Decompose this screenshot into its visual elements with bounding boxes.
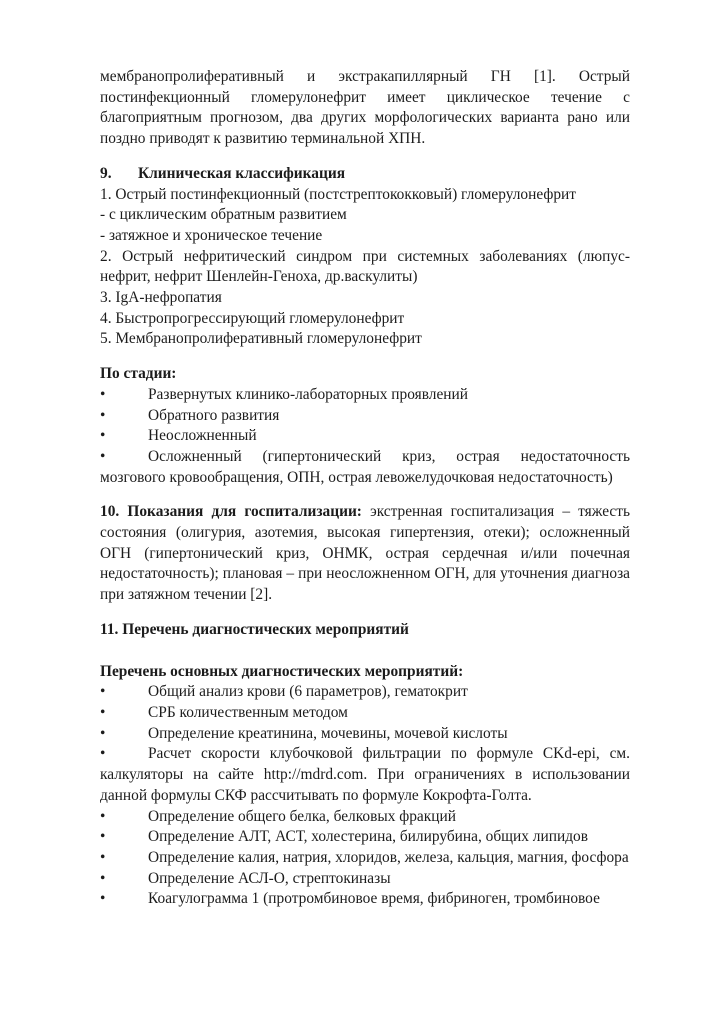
list-item-text: Обратного развития <box>148 406 280 424</box>
list-item-text: Определение общего белка, белковых фракций <box>148 807 456 825</box>
classification-item: 4. Быстропрогрессирующий гломерулонефрит <box>100 309 405 327</box>
list-item-text: Развернутых клинико-лабораторных проявлений <box>148 385 468 403</box>
list-item-text: Определение АЛТ, АСТ, холестерина, билирубина, общих липидов <box>148 828 588 846</box>
section10-text: экстренная госпитализация – тяжесть состояния (олигурия, азотемия, высокая гипертензия, отеки); осложненный ОГН (гипертонический криз, ОНМК, острая сердечная и/или почечная недостаточность); плановая – при неосложненном ОГН, для уточнения диагноза при затяжном течении [2]. <box>100 503 630 604</box>
spacer <box>100 606 630 620</box>
section11-list <box>100 682 630 910</box>
bullet-marker: • <box>100 848 106 866</box>
list-item-text: Неосложненный <box>148 427 257 445</box>
list-item-text: Общий анализ крови (6 параметров), гематокрит <box>148 683 468 701</box>
classification-item: 3. IgA-нефропатия <box>100 289 222 307</box>
list-item-text: Определение АСЛ-О, стрептокиназы <box>148 869 391 887</box>
bullet-marker: • <box>100 427 106 445</box>
list-item <box>100 406 630 427</box>
list-item-text: Осложненный (гипертонический криз, острая недостаточность мозгового кровообращения, ОПН, острая левожелудочковая недостаточность) <box>100 447 630 486</box>
list-item <box>100 744 630 806</box>
list-item <box>100 426 630 447</box>
section10-lead: 10. Показания для госпитализации: <box>100 503 362 521</box>
bullet-marker: • <box>100 807 106 825</box>
list-item <box>100 724 630 745</box>
list-item-text: Определение калия, натрия, хлоридов, железа, кальция, магния, фосфора <box>148 848 629 866</box>
list-item <box>100 682 630 703</box>
spacer <box>100 488 630 502</box>
section11-heading: 11. Перечень диагностических мероприятий <box>100 620 409 638</box>
bullet-marker: • <box>100 385 106 403</box>
list-item <box>100 807 630 828</box>
bullet-marker: • <box>100 828 106 846</box>
section11-subheading: Перечень основных диагностических мероприятий: <box>100 662 464 680</box>
spacer <box>100 641 630 662</box>
list-item <box>100 385 630 406</box>
classification-item: 1. Острый постинфекционный (постстрептококковый) гломерулонефрит <box>100 185 577 203</box>
section9-number: 9. <box>100 164 112 182</box>
list-item <box>100 703 630 724</box>
spacer <box>100 150 630 164</box>
section9-heading <box>100 164 630 185</box>
bullet-marker: • <box>100 869 106 887</box>
list-item <box>100 889 630 910</box>
section10-paragraph <box>100 502 630 606</box>
classification-item: - затяжное и хроническое течение <box>100 226 323 244</box>
list-item-text: Расчет скорости клубочковой фильтрации по формуле CKd-epi, см. калкуляторы на сайте http://mdrd.com. При ограничениях в использовании данной формулы СКФ рассчитывать по формуле Кокрофта-Голта. <box>100 745 630 804</box>
stadii-heading: По стадии: <box>100 365 177 383</box>
list-item-text: Определение креатинина, мочевины, мочевой кислоты <box>148 724 508 742</box>
list-item-text: Коагулограмма 1 (протромбиновое время, фибриноген, тромбиновое <box>148 890 600 908</box>
list-item <box>100 827 630 848</box>
bullet-marker: • <box>100 724 106 742</box>
classification-item: - с циклическим обратным развитием <box>100 206 347 224</box>
classification-item: 5. Мембранопролиферативный гломерулонефрит <box>100 330 422 348</box>
bullet-marker: • <box>100 447 106 465</box>
bullet-marker: • <box>100 890 106 908</box>
section9-title: Клиническая классификация <box>138 164 346 182</box>
list-item-text: СРБ количественным методом <box>148 703 348 721</box>
classification-item: 2. Острый нефритический синдром при системных заболеваниях (люпус-нефрит, нефрит Шенлейн-Геноха, др.васкулиты) <box>100 247 630 286</box>
intro-paragraph: мембранопролиферативный и экстракапиллярный ГН [1]. Острый постинфекционный гломерулонефрит имеет циклическое течение с благоприятным прогнозом, два других морфологических варианта рано или поздно приводят к развитию терминальной ХПН. <box>100 68 630 148</box>
list-item <box>100 447 630 488</box>
bullet-marker: • <box>100 745 106 763</box>
bullet-marker: • <box>100 406 106 424</box>
bullet-marker: • <box>100 683 106 701</box>
bullet-marker: • <box>100 703 106 721</box>
section9-list <box>100 185 630 351</box>
list-item <box>100 848 630 869</box>
stadii-list <box>100 385 630 489</box>
spacer <box>100 350 630 364</box>
list-item <box>100 869 630 890</box>
